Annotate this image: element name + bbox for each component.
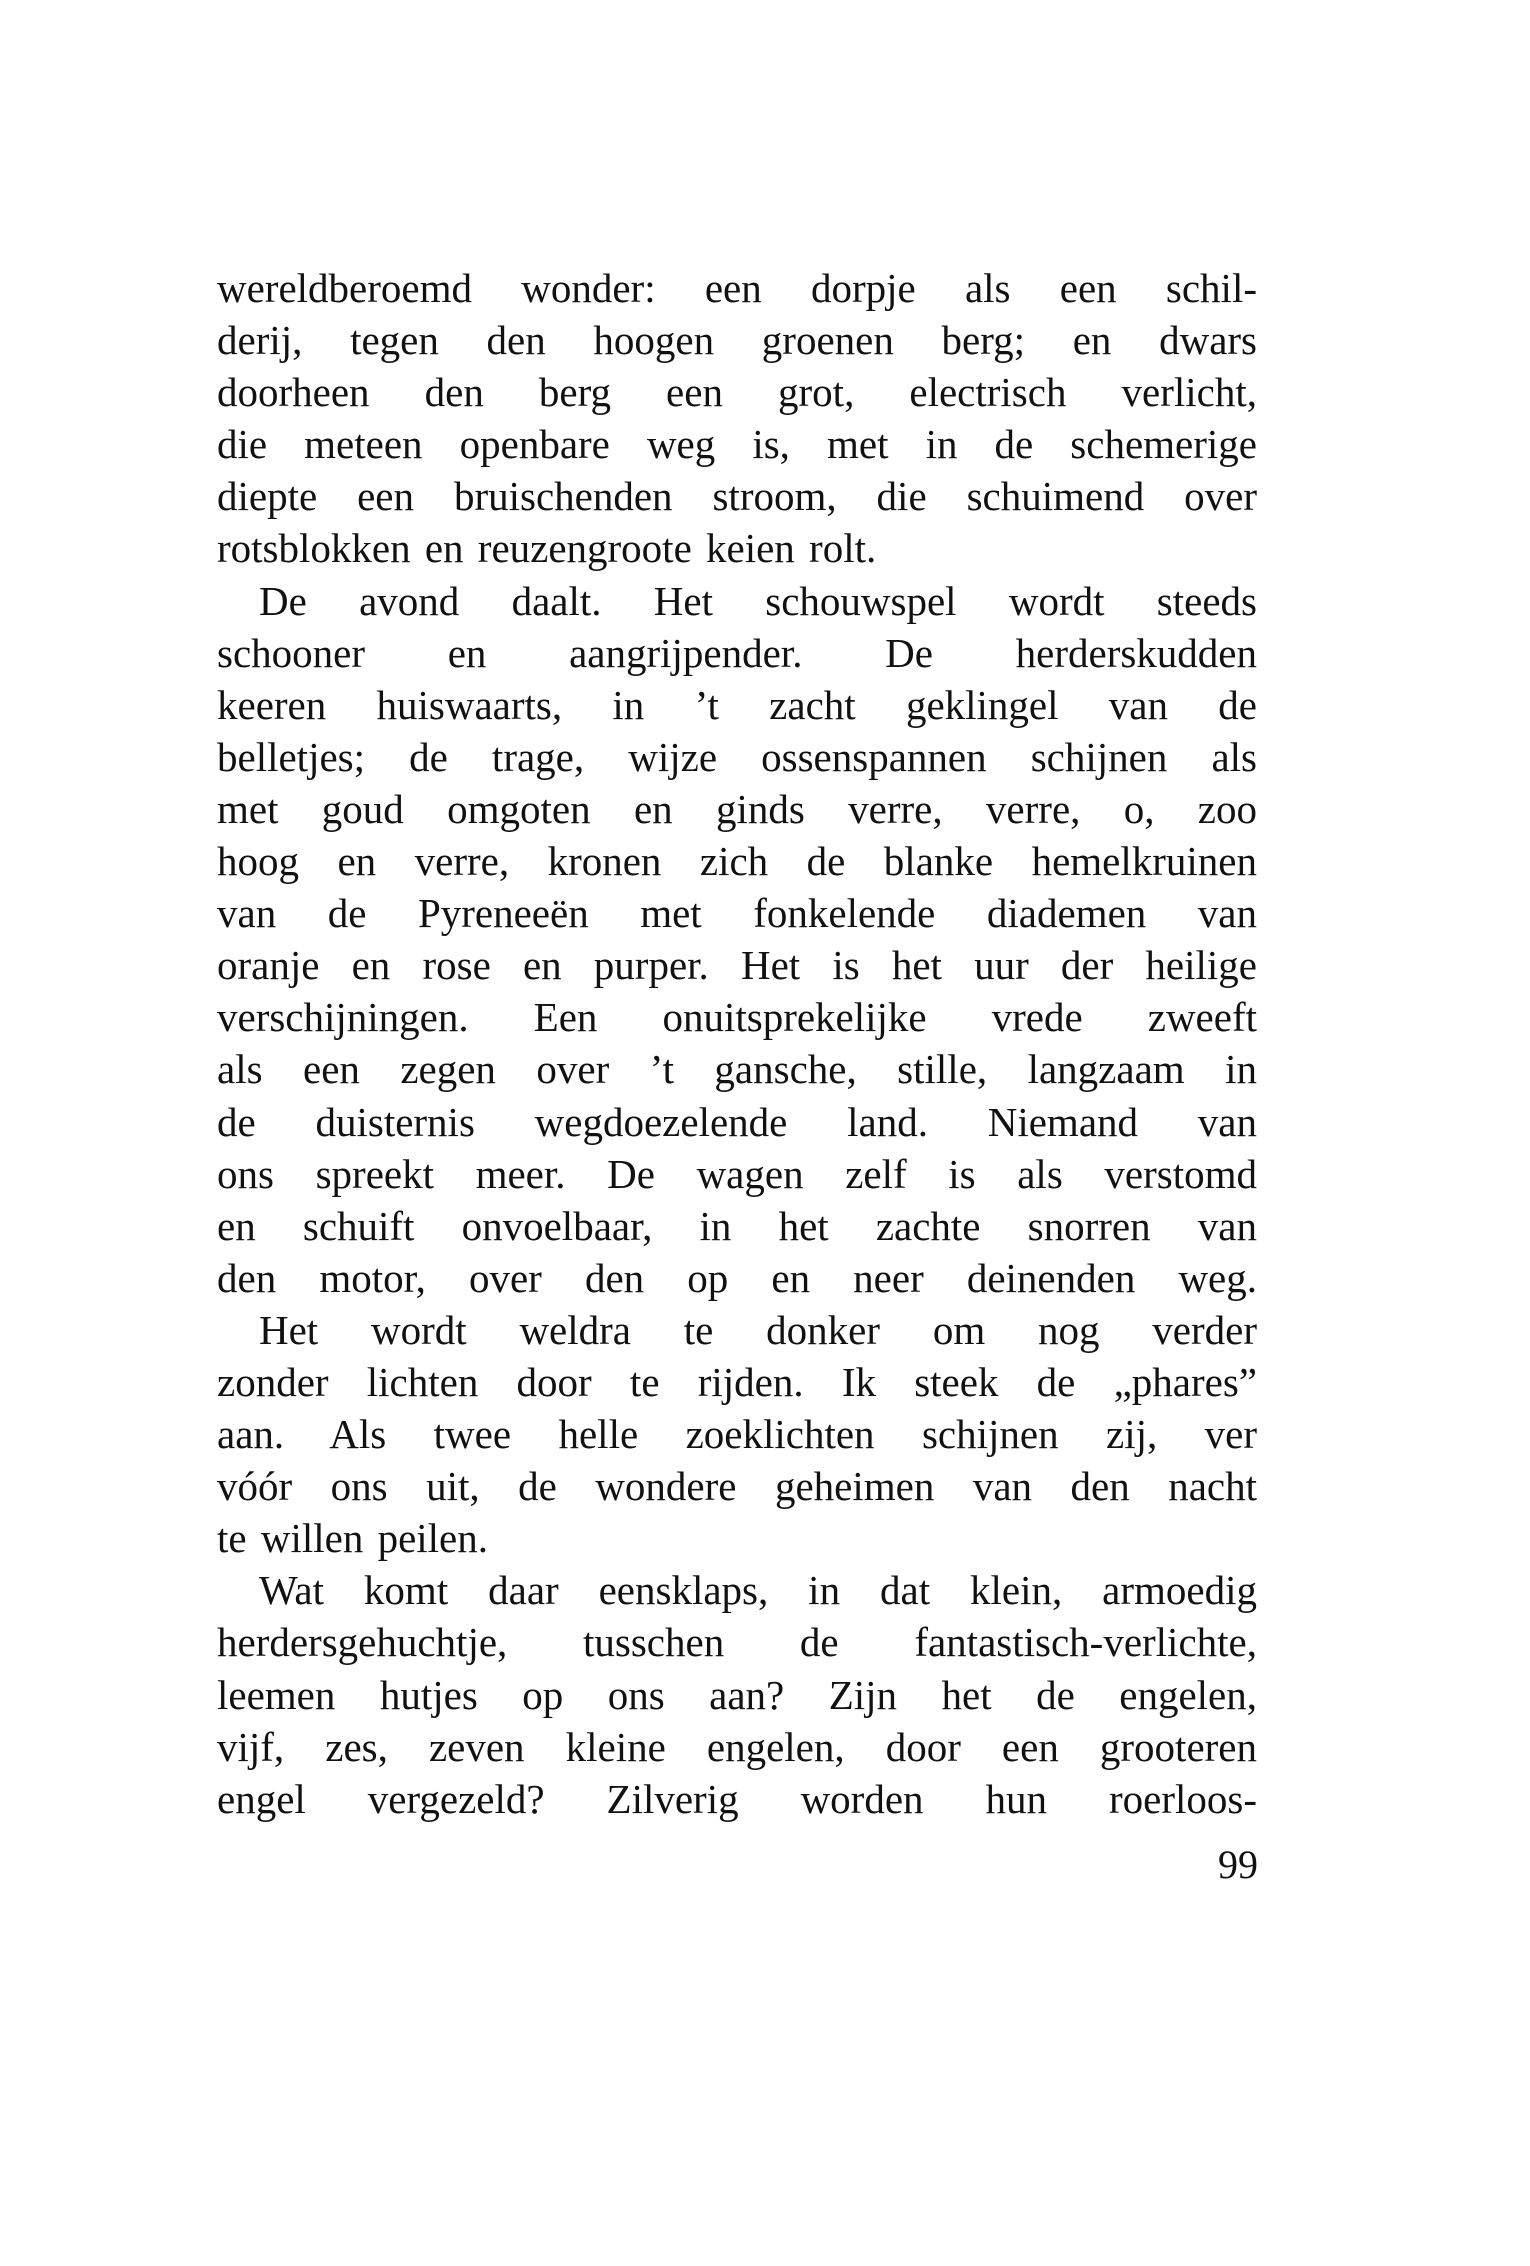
body-text [217, 262, 1257, 1825]
text-line: van de Pyreneeën met fonkelende diademen van [217, 890, 1257, 937]
text-line: vijf, zes, zeven kleine engelen, door een grooteren [217, 1723, 1257, 1770]
text-line: den motor, over den op en neer deinenden weg. [217, 1254, 1257, 1301]
text-line: die meteen openbare weg is, met in de schemerige [217, 421, 1257, 468]
text-line: doorheen den berg een grot, electrisch verlicht, [217, 369, 1257, 416]
text-line: diepte een bruischenden stroom, die schuimend over [217, 473, 1257, 520]
text-line: leemen hutjes op ons aan? Zijn het de engelen, [217, 1671, 1257, 1718]
text-line: de duisternis wegdoezelende land. Niemand van [217, 1098, 1257, 1145]
text-line: derij, tegen den hoogen groenen berg; en dwars [217, 317, 1257, 364]
text-line: hoog en verre, kronen zich de blanke hemelkruinen [217, 838, 1257, 885]
page-number: 99 [1218, 1842, 1258, 1887]
text-line: belletjes; de trage, wijze ossenspannen schijnen als [217, 733, 1257, 780]
text-line: Wat komt daar eensklaps, in dat klein, armoedig [259, 1567, 1257, 1614]
text-line: Het wordt weldra te donker om nog verder [259, 1306, 1257, 1353]
text-line: wereldberoemd wonder: een dorpje als een schil- [217, 265, 1257, 311]
text-line: engel vergezeld? Zilverig worden hun roerloos- [217, 1775, 1257, 1822]
text-line: ons spreekt meer. De wagen zelf is als verstomd [217, 1150, 1257, 1197]
text-line: vóór ons uit, de wondere geheimen van den nacht [217, 1463, 1257, 1510]
text-line: schooner en aangrijpender. De herderskudden [217, 629, 1257, 676]
text-line: De avond daalt. Het schouwspel wordt steeds [259, 577, 1257, 624]
text-line: en schuift onvoelbaar, in het zachte snorren van [217, 1202, 1257, 1249]
text-line: herdersgehuchtje, tusschen de fantastisch-verlichte, [217, 1619, 1257, 1666]
text-line: als een zegen over ’t gansche, stille, langzaam in [217, 1046, 1257, 1093]
text-line: keeren huiswaarts, in ’t zacht geklingel van de [217, 681, 1257, 728]
text-line: rotsblokken en reuzengroote keien rolt. [217, 525, 877, 572]
text-line: met goud omgoten en ginds verre, verre, o, zoo [217, 785, 1257, 832]
text-line: aan. Als twee helle zoeklichten schijnen zij, ver [217, 1411, 1257, 1458]
text-line: te willen peilen. [217, 1515, 488, 1562]
text-line: oranje en rose en purper. Het is het uur der heilige [217, 942, 1257, 989]
text-line: verschijningen. Een onuitsprekelijke vrede zweeft [217, 994, 1257, 1041]
text-line: zonder lichten door te rijden. Ik steek de „phares” [217, 1358, 1257, 1405]
